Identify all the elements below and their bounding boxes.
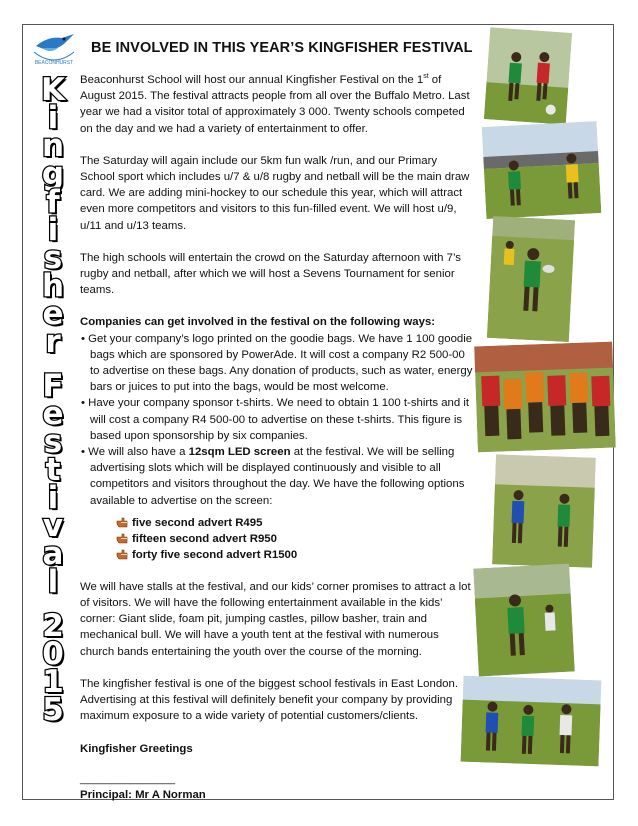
vertical-title-letter: f bbox=[46, 184, 60, 220]
page-title: BE INVOLVED IN THIS YEAR’S KINGFISHER FESTIVAL bbox=[91, 40, 473, 56]
vertical-title-letter: v bbox=[42, 508, 64, 544]
advert-option-label: forty five second advert R1500 bbox=[132, 548, 298, 561]
vertical-title-letter: i bbox=[47, 480, 59, 516]
principal-name: Principal: Mr A Norman bbox=[80, 788, 206, 801]
vertical-title-letter: 0 bbox=[42, 636, 64, 672]
vertical-title-letter: 1 bbox=[42, 664, 64, 700]
vertical-title-letter: g bbox=[41, 156, 65, 192]
saturday-paragraph: The Saturday will again include our 5km fun walk /run, and our Primary School sport which includes u/7 & u/8 rugby and netball will be the main draw card. We are adding mini-hockey to our schedule this year, which will attract even more competitors and visitors to this fun-filled event. We will host u/9, u/11 and u/13 teams. bbox=[80, 154, 470, 232]
advert-option-label: five second advert R495 bbox=[132, 516, 263, 529]
kingfisher-logo-icon bbox=[28, 28, 80, 68]
photo-team-orange bbox=[474, 342, 616, 453]
vertical-title-letter: n bbox=[41, 128, 65, 164]
companies-heading: Companies can get involved in the festival on the following ways: bbox=[80, 316, 436, 329]
bullet-goodie-bags: • Get your company’s logo printed on the goodie bags. We have 1 100 goodie bags which are sponsored by PowerAde. It will cost a company R2 500-00 to advertise on these bags. Any donation of products, such as water, energy bars or juices to put into the bags, would be most welcome. bbox=[81, 332, 473, 394]
vertical-title-letter: s bbox=[43, 240, 63, 276]
pointer-hand-icon bbox=[116, 549, 128, 560]
bullet-led-screen: • We will also have a 12sqm LED screen at the festival. We will be selling advertising slots which will be displayed continuously and visible to all competitors and visitors throughout the day. We have the following options available to advertise on the screen: bbox=[81, 446, 465, 507]
kids-corner-paragraph: We will have stalls at the festival, and our kids’ corner promises to attract a lot of visitors. We will have the following entertainment available in the kids’ corner: Giant slide, foam pit, jumping castles, pillow basher, train and mechanical bull. We will have a youth tent at the festival with numerous church bands entertaining the youth over the course of the morning. bbox=[80, 580, 471, 658]
vertical-title-letter: i bbox=[47, 212, 59, 248]
pointer-hand-icon bbox=[116, 533, 128, 544]
photo-rugby-1 bbox=[482, 121, 602, 219]
vertical-title-letter: l bbox=[47, 564, 59, 600]
photo-netball-3 bbox=[473, 564, 575, 677]
vertical-title-letter: 5 bbox=[42, 692, 64, 728]
photo-netball-2 bbox=[492, 454, 596, 567]
vertical-title-letter: s bbox=[43, 424, 63, 460]
photo-netball-1 bbox=[484, 27, 572, 124]
vertical-title-letter: 2 bbox=[42, 608, 64, 644]
vertical-title-letter: t bbox=[45, 452, 61, 488]
greeting: Kingfisher Greetings bbox=[80, 742, 193, 755]
vertical-title-letter: K bbox=[40, 72, 66, 108]
vertical-title-letter: i bbox=[47, 100, 59, 136]
signature-line: _______________ bbox=[80, 772, 176, 785]
school-logo bbox=[28, 28, 80, 68]
svg-text:BEACONHURST: BEACONHURST bbox=[34, 60, 74, 66]
letter-body bbox=[80, 72, 475, 803]
pointer-hand-icon bbox=[116, 517, 128, 528]
intro-paragraph: Beaconhurst School will host our annual Kingfisher Festival on the 1st of August 2015. The festival attracts people from all over the Buffalo Metro. Last year we had a visitor total of approximately 3 000. Twenty schools competed on the day and we had a variety of entertainment to offer. bbox=[80, 73, 470, 135]
bullet-tshirts: • Have your company sponsor t-shirts. We need to obtain 1 100 t-shirts and it will cost a company R4 500-00 to advertise on these t-shirts. This figure is based upon sponsorship by six companies. bbox=[81, 397, 470, 442]
advert-option bbox=[116, 531, 475, 547]
closing-paragraph: The kingfisher festival is one of the biggest school festivals in East London. Advertising at this festival will definitely benefit your company by providing maximum exposure to a wide variety of potential customers/clients. bbox=[80, 677, 459, 723]
vertical-title-letter: F bbox=[42, 368, 64, 404]
photo-rugby-3 bbox=[461, 676, 602, 767]
photo-rugby-2 bbox=[487, 216, 575, 342]
vertical-title-letter: e bbox=[42, 296, 64, 332]
advert-option bbox=[116, 547, 475, 563]
vertical-title-letter: a bbox=[42, 536, 64, 572]
vertical-title-letter: h bbox=[41, 268, 65, 304]
advert-option-label: fifteen second advert R950 bbox=[132, 532, 277, 545]
high-schools-paragraph: The high schools will entertain the crowd on the Saturday afternoon with 7’s rugby and netball, after which we will host a Sevens Tournament for senior teams. bbox=[80, 251, 461, 297]
vertical-title bbox=[28, 72, 78, 728]
vertical-title-letter: r bbox=[45, 324, 61, 360]
vertical-title-letter: e bbox=[42, 396, 64, 432]
advert-options bbox=[116, 515, 475, 563]
advert-option bbox=[116, 515, 475, 531]
